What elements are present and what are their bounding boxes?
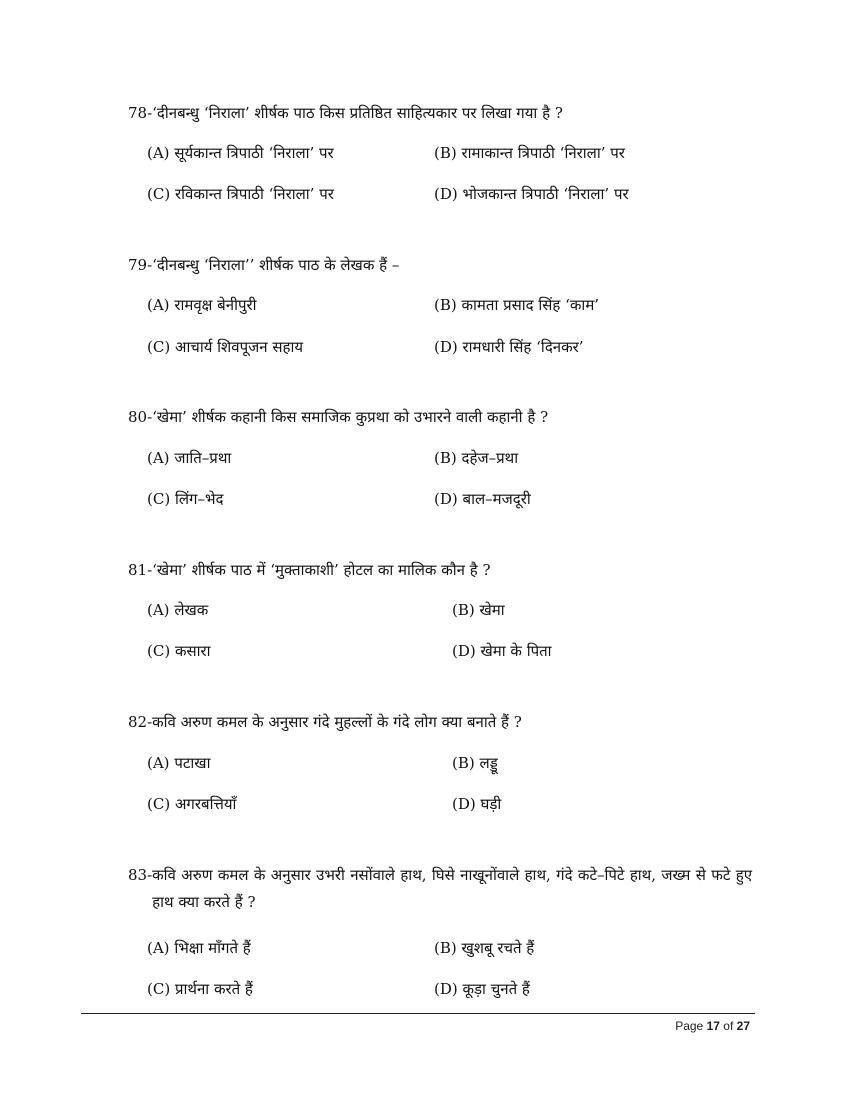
option-d: (D) बाल–मजदूरी [434, 490, 531, 508]
question-81 [128, 557, 752, 584]
option-b: (B) रामाकान्त त्रिपाठी ‘निराला’ पर [434, 144, 625, 162]
option-d: (D) कूड़ा चुनते हैं [434, 980, 530, 998]
option-c: (C) अगरबत्तियाँ [147, 795, 237, 813]
question-stem: 82-कवि अरुण कमल के अनुसार गंदे मुहल्लों के गंदे लोग क्या बनाते हैं ? [128, 709, 752, 736]
question-stem: 83- कवि अरुण कमल के अनुसार उभरी नसोंवाले हाथ, घिसे नाखूनोंवाले हाथ, गंदे कटे–पिटे हाथ, जख्म से फटे हुए हाथ क्या करते हैं ? [128, 862, 752, 916]
option-b: (B) खुशबू रचते हैं [434, 939, 535, 957]
option-d: (D) घड़ी [452, 795, 502, 813]
option-a: (A) रामवृक्ष बेनीपुरी [147, 296, 257, 314]
question-number: 83- [128, 866, 153, 884]
question-stem: 78-‘दीनबन्धु ‘निराला’ शीर्षक पाठ किस प्रतिष्ठित साहित्यकार पर लिखा गया है ? [128, 100, 752, 127]
option-c: (C) लिंग–भेद [147, 490, 224, 508]
question-78 [128, 100, 752, 127]
question-80 [128, 404, 752, 431]
question-stem: 81-‘खेमा’ शीर्षक पाठ में ‘मुक्ताकाशी’ होटल का मालिक कौन है ? [128, 557, 752, 584]
question-stem: 80-‘खेमा’ शीर्षक कहानी किस समाजिक कुप्रथा को उभारने वाली कहानी है ? [128, 404, 752, 431]
option-c: (C) कसारा [147, 642, 211, 660]
question-stem: 79-‘दीनबन्धु ‘निराला’’ शीर्षक पाठ के लेखक हैं – [128, 252, 752, 279]
option-a: (A) भिक्षा माँगते हैं [147, 939, 251, 957]
question-79 [128, 252, 752, 279]
option-d: (D) खेमा के पिता [452, 642, 552, 660]
option-b: (B) कामता प्रसाद सिंह ‘काम’ [434, 296, 600, 314]
total-pages: 27 [736, 1019, 750, 1033]
current-page: 17 [706, 1019, 720, 1033]
option-d: (D) रामधारी सिंह ‘दिनकर’ [434, 338, 584, 356]
footer-divider [81, 1013, 755, 1014]
option-d: (D) भोजकान्त त्रिपाठी ‘निराला’ पर [434, 185, 629, 203]
page-number: Page 17 of 27 [675, 1019, 750, 1033]
option-c: (C) रविकान्त त्रिपाठी ‘निराला’ पर [147, 185, 334, 203]
option-b: (B) खेमा [452, 601, 505, 619]
option-b: (B) दहेज–प्रथा [434, 449, 519, 467]
question-number: 81- [128, 561, 153, 579]
question-number: 78- [128, 104, 153, 122]
question-number: 82- [128, 713, 153, 731]
option-a: (A) पटाखा [147, 754, 211, 772]
question-83 [128, 862, 752, 916]
option-a: (A) लेखक [147, 601, 209, 619]
question-82 [128, 709, 752, 736]
question-number: 79- [128, 256, 153, 274]
option-a: (A) सूर्यकान्त त्रिपाठी ‘निराला’ पर [147, 144, 334, 162]
question-number: 80- [128, 408, 153, 426]
option-c: (C) आचार्य शिवपूजन सहाय [147, 338, 304, 356]
option-a: (A) जाति–प्रथा [147, 449, 232, 467]
option-b: (B) लड्डू [452, 754, 498, 772]
option-c: (C) प्रार्थना करते हैं [147, 980, 253, 998]
